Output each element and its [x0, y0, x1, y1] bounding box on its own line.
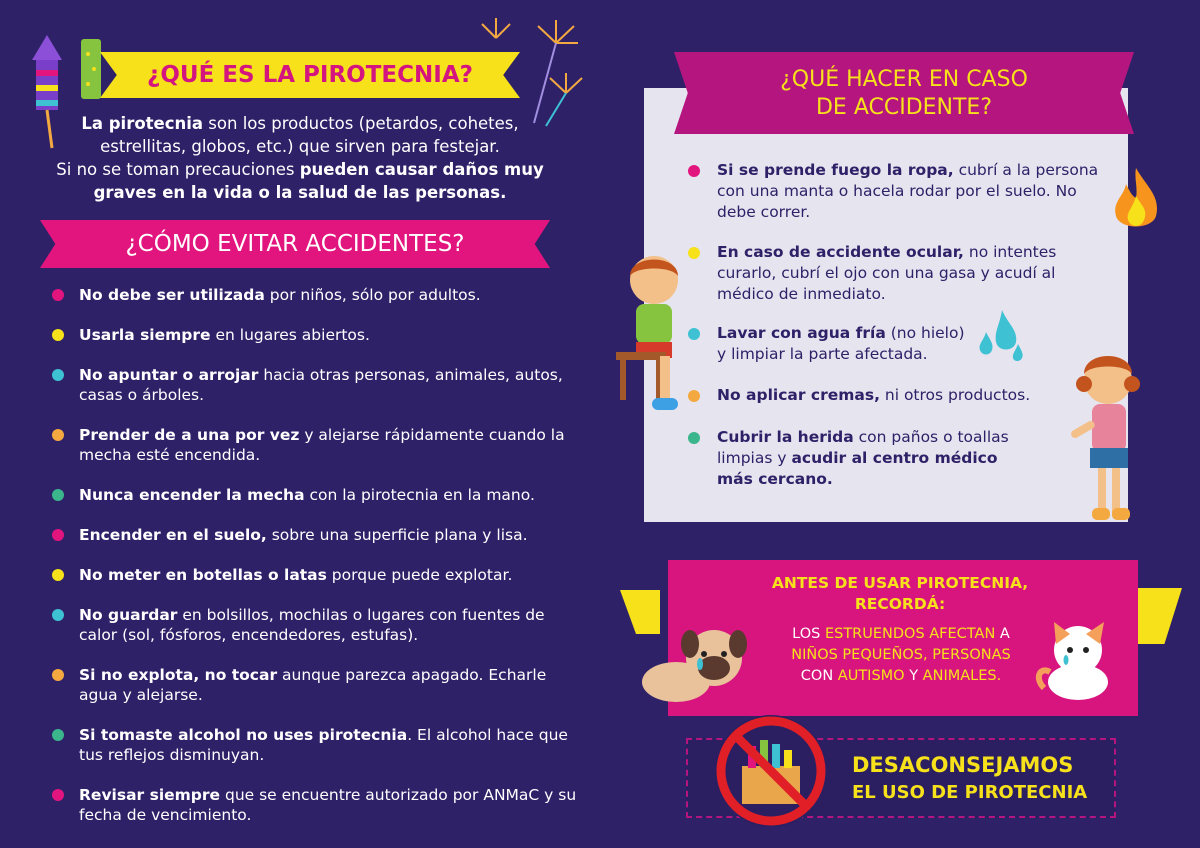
- footer-line1: DESACONSEJAMOS: [852, 753, 1074, 777]
- intro-paragraph: [40, 112, 560, 204]
- section-title-prevention: ¿CÓMO EVITAR ACCIDENTES?: [125, 231, 465, 257]
- water-drops-icon: [974, 308, 1028, 364]
- bullet-icon: [688, 165, 700, 177]
- bullet-icon: [52, 369, 64, 381]
- cat-illustration: [1030, 614, 1120, 702]
- intro-bold-2: pueden causar daños muy graves en la vida o la salud de las personas.: [93, 160, 544, 202]
- boy-illustration: [606, 248, 702, 414]
- bullet-icon: [688, 432, 700, 444]
- notice-title-line1: ANTES DE USAR PIROTECNIA,: [771, 574, 1029, 592]
- intro-bold-1: La pirotecnia: [81, 114, 204, 133]
- bullet-icon: [52, 429, 64, 441]
- accident-title-line2: DE ACCIDENTE?: [815, 95, 993, 120]
- prohibited-fireworks-icon: [712, 712, 830, 830]
- footer-line2: EL USO DE PIROTECNIA: [852, 782, 1088, 803]
- notice-title: [740, 573, 1060, 615]
- bullet-icon: [52, 609, 64, 621]
- bullet-icon: [52, 289, 64, 301]
- bullet-icon: [52, 789, 64, 801]
- section-title-what-is: ¿QUÉ ES LA PIROTECNIA?: [147, 62, 473, 88]
- notice-flag-right: [1138, 588, 1182, 644]
- bullet-icon: [52, 529, 64, 541]
- footer-message: [852, 752, 1112, 806]
- accident-title-line1: ¿QUÉ HACER EN CASO: [780, 67, 1028, 92]
- section-title-accident: [674, 56, 1134, 132]
- intro-text-1: son los productos (petardos, cohetes, estrellitas, globos, etc.) que sirven para festejar.: [100, 114, 519, 156]
- bullet-icon: [52, 489, 64, 501]
- dog-illustration: [636, 618, 756, 704]
- fire-icon: [1106, 166, 1166, 236]
- girl-illustration: [1056, 340, 1152, 528]
- bullet-icon: [52, 329, 64, 341]
- bullet-icon: [52, 669, 64, 681]
- notice-body: LOS ESTRUENDOS AFECTAN A NIÑOS PEQUEÑOS, PERSONAS CON AUTISMO Y ANIMALES.: [791, 626, 1011, 684]
- bullet-icon: [52, 729, 64, 741]
- bullet-icon: [52, 569, 64, 581]
- intro-text-2: Si no se toman precauciones: [56, 160, 300, 179]
- notice-title-line2: RECORDÁ:: [854, 595, 946, 613]
